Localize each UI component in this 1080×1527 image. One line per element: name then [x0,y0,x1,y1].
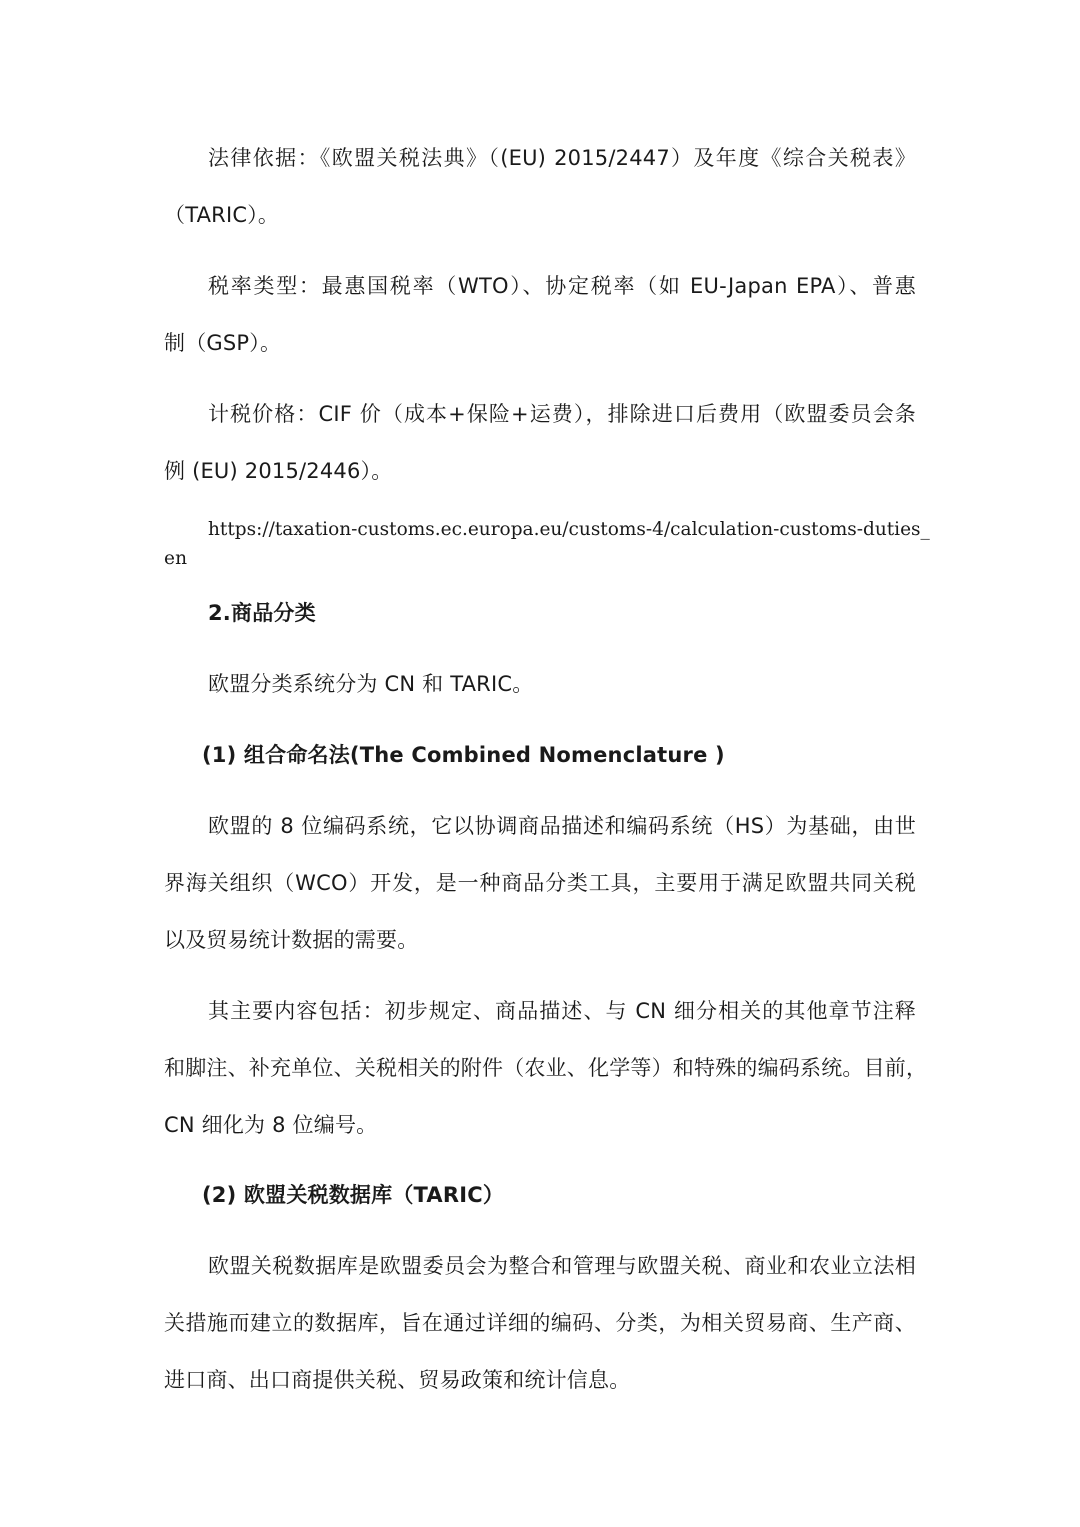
cn-content-line-1: 其主要内容包括：初步规定、商品描述、与 CN 细分相关的其他章节注释 [208,999,916,1023]
document-page [164,0,930,1527]
cn-content-line-2: 和脚注、补充单位、关税相关的附件（农业、化学等）和特殊的编码系统。目前， [164,1056,928,1080]
legal-basis-line-1: 法律依据：《欧盟关税法典》（(EU) 2015/2447）及年度《综合关税表》 [208,146,916,170]
taric-desc-line-3: 进口商、出口商提供关税、贸易政策和统计信息。 [164,1368,631,1392]
cn-desc-line-1: 欧盟的 8 位编码系统，它以协调商品描述和编码系统（HS）为基础，由世 [208,814,916,838]
section-heading-classification: 2.商品分类 [208,601,316,625]
customs-value-line-2: 例 (EU) 2015/2446）。 [164,459,393,483]
cn-content-line-3: CN 细化为 8 位编号。 [164,1113,378,1137]
subheading-combined-nomenclature: (1) 组合命名法(The Combined Nomenclature ) [202,743,725,767]
legal-basis-line-2: （TARIC）。 [164,203,280,227]
cn-desc-line-2: 界海关组织（WCO）开发，是一种商品分类工具，主要用于满足欧盟共同关税 [164,871,916,895]
subheading-taric: (2) 欧盟关税数据库（TARIC） [202,1183,505,1207]
taric-desc-line-2: 关措施而建立的数据库，旨在通过详细的编码、分类，为相关贸易商、生产商、 [164,1311,916,1335]
tariff-type-line-2: 制（GSP）。 [164,331,282,355]
tariff-type-line-1: 税率类型：最惠国税率（WTO）、协定税率（如 EU-Japan EPA）、普惠 [208,274,916,298]
classification-intro: 欧盟分类系统分为 CN 和 TARIC。 [208,672,534,696]
taric-desc-line-1: 欧盟关税数据库是欧盟委员会为整合和管理与欧盟关税、商业和农业立法相 [208,1254,916,1278]
reference-link-line-2[interactable]: en [164,548,188,569]
reference-link-line-1[interactable]: https://taxation-customs.ec.europa.eu/customs-4/calculation-customs-duties_ [208,519,930,540]
customs-value-line-1: 计税价格：CIF 价（成本+保险+运费），排除进口后费用（欧盟委员会条 [208,402,916,426]
cn-desc-line-3: 以及贸易统计数据的需要。 [164,928,419,952]
